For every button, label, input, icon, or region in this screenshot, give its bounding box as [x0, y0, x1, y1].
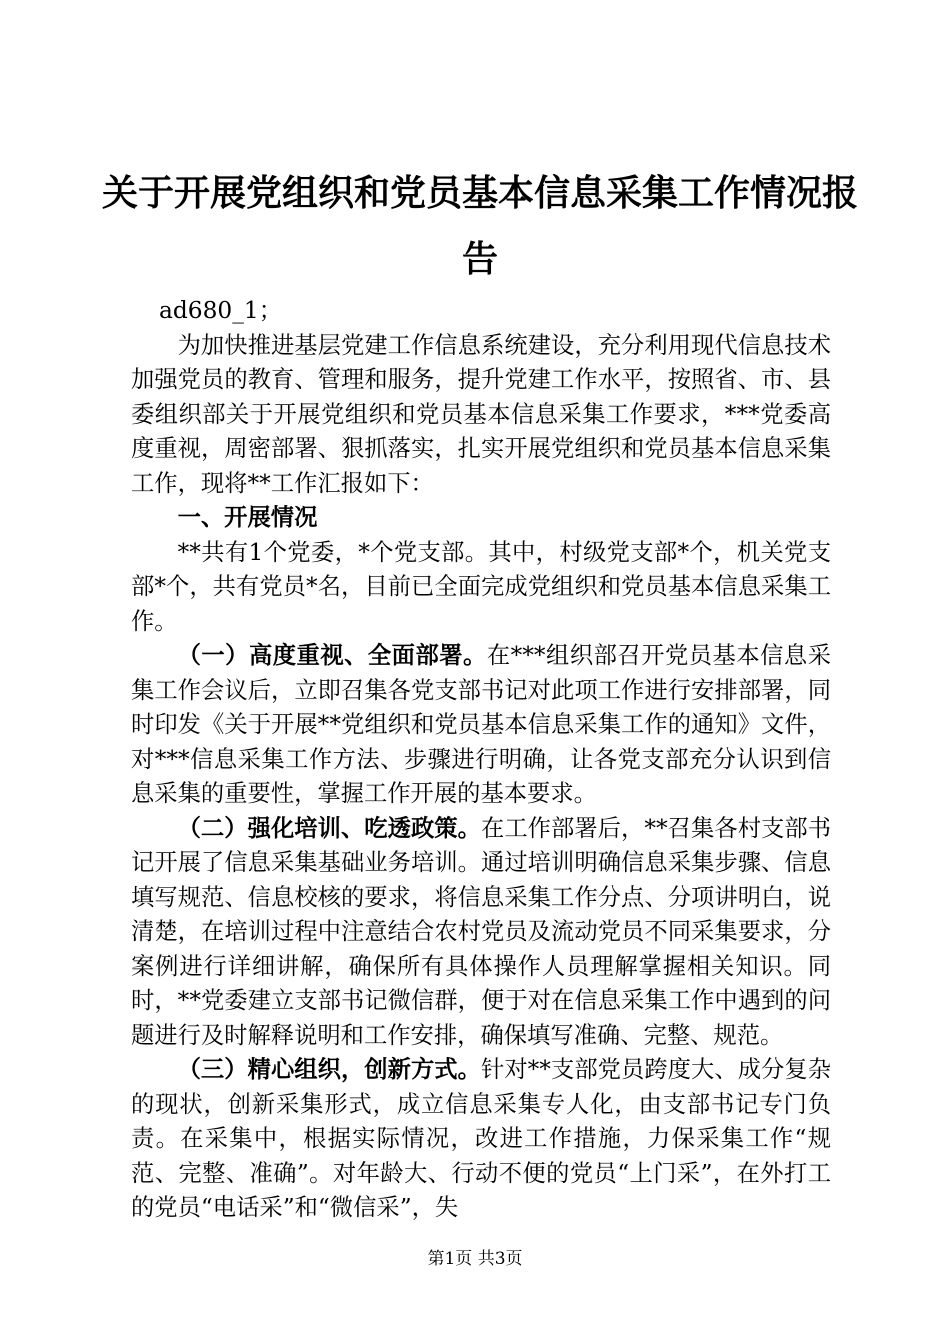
paragraph-item-2 — [131, 812, 831, 1054]
page-footer: 第1页 共3页 — [427, 1249, 523, 1269]
paragraph-text: **共有1个党委，*个党支部。其中，村级党支部*个，机关党支部*个，共有党员*名，目前已全面完成党组织和党员基本信息采集工作。 — [131, 538, 831, 635]
paragraph-intro — [131, 329, 831, 502]
document-title: 关于开展党组织和党员基本信息采集工作情况报告 — [101, 172, 858, 280]
paragraph-text: 为加快推进基层党建工作信息系统建设，充分利用现代信息技术加强党员的教育、管理和服务，提升党建工作水平，按照省、市、县委组织部关于开展党组织和党员基本信息采集工作要求，***党委高度重视，周密部署、狠抓落实，扎实开展党组织和党员基本信息采集工作，现将**工作汇报如下： — [131, 331, 831, 497]
paragraph-lead: （三）精心组织，创新方式。 — [177, 1056, 481, 1083]
section-heading: 一、开展情况 — [177, 504, 318, 531]
paragraph-lead: （二）强化培训、吃透政策。 — [177, 814, 481, 842]
paragraph-item-3 — [131, 1053, 831, 1226]
paragraph-text: 在工作部署后，**召集各村支部书记开展了信息采集基础业务培训。通过培训明确信息采集步骤、信息填写规范、信息校核的要求，将信息采集工作分点、分项讲明白，说清楚，在培训过程中注意结合农村党员及流动党员不同采集要求，分案例进行详细讲解，确保所有具体操作人员理解掌握相关知识。同时，**党委建立支部书记微信群，便于对在信息采集工作中遇到的问题进行及时解释说明和工作安排，确保填写准确、完整、规范。 — [131, 814, 832, 1049]
paragraph-lead: （一）高度重视、全面部署。 — [177, 642, 487, 669]
paragraph-text: 在***组织部召开党员基本信息采集工作会议后，立即召集各党支部书记对此项工作进行安排部署，同时印发《关于开展**党组织和党员基本信息采集工作的通知》文件，对***信息采集工作方法、步骤进行明确，让各党支部充分认识到信息采集的重要性，掌握工作开展的基本要求。 — [131, 642, 831, 807]
document-code: ad680_1； — [158, 297, 282, 324]
paragraph-overview — [131, 536, 831, 640]
paragraph-text: 针对**支部党员跨度大、成分复杂的现状，创新采集形式，成立信息采集专人化，由支部书记专门负责。在采集中，根据实际情况，改进工作措施，力保采集工作“规范、完整、准确”。对年龄大、行动不便的党员“上门采”，在外打工的党员“电话采”和“微信采”，失 — [131, 1056, 832, 1221]
paragraph-item-1 — [131, 639, 831, 812]
document-body — [131, 294, 831, 1226]
